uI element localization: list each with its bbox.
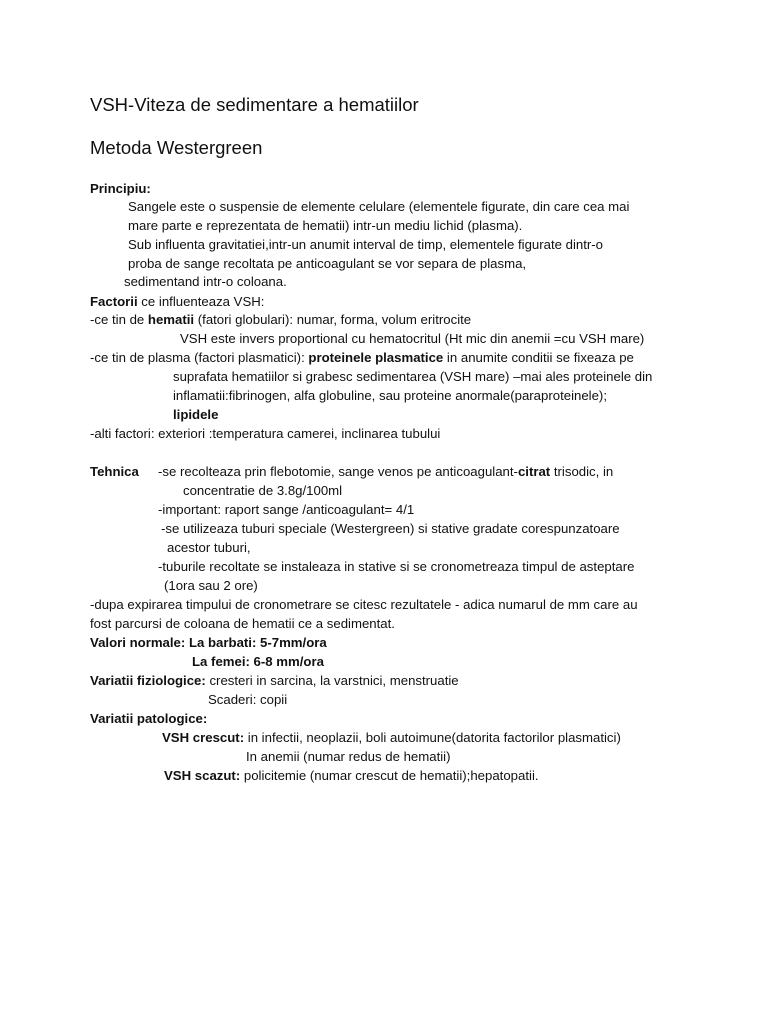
tehnica-line-7: (1ora sau 2 ore) bbox=[164, 578, 258, 593]
variatii-fiziologice-scaderi: Scaderi: copii bbox=[208, 692, 288, 707]
tehnica-line-5: acestor tuburi, bbox=[167, 540, 251, 555]
tehnica-line-2: concentratie de 3.8g/100ml bbox=[183, 483, 343, 498]
variatii-fiziologice: Variatii fiziologice: cresteri in sarcina, la varstnici, menstruatie bbox=[90, 673, 459, 688]
tehnica-line-6: -tuburile recoltate se instaleaza in stative si se cronometreaza timpul de asteptare bbox=[158, 559, 635, 574]
tehnica-line-8: -dupa expirarea timpului de cronometrare se citesc rezultatele - adica numarul de mm care au bbox=[90, 597, 638, 612]
factori-plasma-line-3: inflamatii:fibrinogen, alfa globuline, sau proteine anormale(paraproteinele); bbox=[173, 388, 607, 403]
tehnica-heading: Tehnica bbox=[90, 464, 139, 479]
variatii-patologice-heading: Variatii patologice: bbox=[90, 711, 208, 726]
factori-alti: -alti factori: exteriori :temperatura camerei, inclinarea tubului bbox=[90, 426, 441, 441]
method-title: Metoda Westergreen bbox=[90, 137, 263, 158]
principiu-line-4: proba de sange recoltata pe anticoagulant se vor separa de plasma, bbox=[128, 256, 527, 271]
factori-plasma-line-2: suprafata hematiilor si grabesc sedimentarea (VSH mare) –mai ales proteinele din bbox=[173, 369, 653, 384]
factorii-heading: Factorii ce influenteaza VSH: bbox=[90, 294, 265, 309]
tehnica-line-1: -se recolteaza prin flebotomie, sange venos pe anticoagulant-citrat trisodic, in bbox=[158, 464, 614, 479]
vsh-scazut: VSH scazut: policitemie (numar crescut de hematii);hepatopatii. bbox=[164, 768, 539, 783]
principiu-line-2: mare parte e reprezentata de hematii) intr-un mediu lichid (plasma). bbox=[128, 218, 523, 233]
vsh-crescut-line-2: In anemii (numar redus de hematii) bbox=[246, 749, 451, 764]
factori-plasma: -ce tin de plasma (factori plasmatici): proteinele plasmatice in anumite conditii se fixeaza pe bbox=[90, 350, 634, 365]
valori-normale-femei: La femei: 6-8 mm/ora bbox=[192, 654, 324, 669]
principiu-line-5: sedimentand intr-o coloana. bbox=[124, 274, 287, 289]
principiu-heading: Principiu: bbox=[90, 181, 151, 196]
factori-hematii-note: VSH este invers proportional cu hematocritul (Ht mic din anemii =cu VSH mare) bbox=[180, 331, 645, 346]
tehnica-line-4: -se utilizeaza tuburi speciale (Westergreen) si stative gradate corespunzatoare bbox=[161, 521, 620, 536]
principiu-line-3: Sub influenta gravitatiei,intr-un anumit interval de timp, elementele figurate dintr-o bbox=[128, 237, 604, 252]
document-title: VSH-Viteza de sedimentare a hematiilor bbox=[90, 94, 419, 115]
vsh-crescut: VSH crescut: in infectii, neoplazii, boli autoimune(datorita factorilor plasmatici) bbox=[162, 730, 621, 745]
valori-normale-barbati: Valori normale: La barbati: 5-7mm/ora bbox=[90, 635, 327, 650]
factori-lipidele: lipidele bbox=[173, 407, 219, 422]
tehnica-line-9: fost parcursi de coloana de hematii ce a sedimentat. bbox=[90, 616, 395, 631]
factori-hematii: -ce tin de hematii (fatori globulari): numar, forma, volum eritrocite bbox=[90, 312, 472, 327]
principiu-line-1: Sangele este o suspensie de elemente celulare (elementele figurate, din care cea mai bbox=[128, 199, 630, 214]
tehnica-line-3: -important: raport sange /anticoagulant= 4/1 bbox=[158, 502, 415, 517]
